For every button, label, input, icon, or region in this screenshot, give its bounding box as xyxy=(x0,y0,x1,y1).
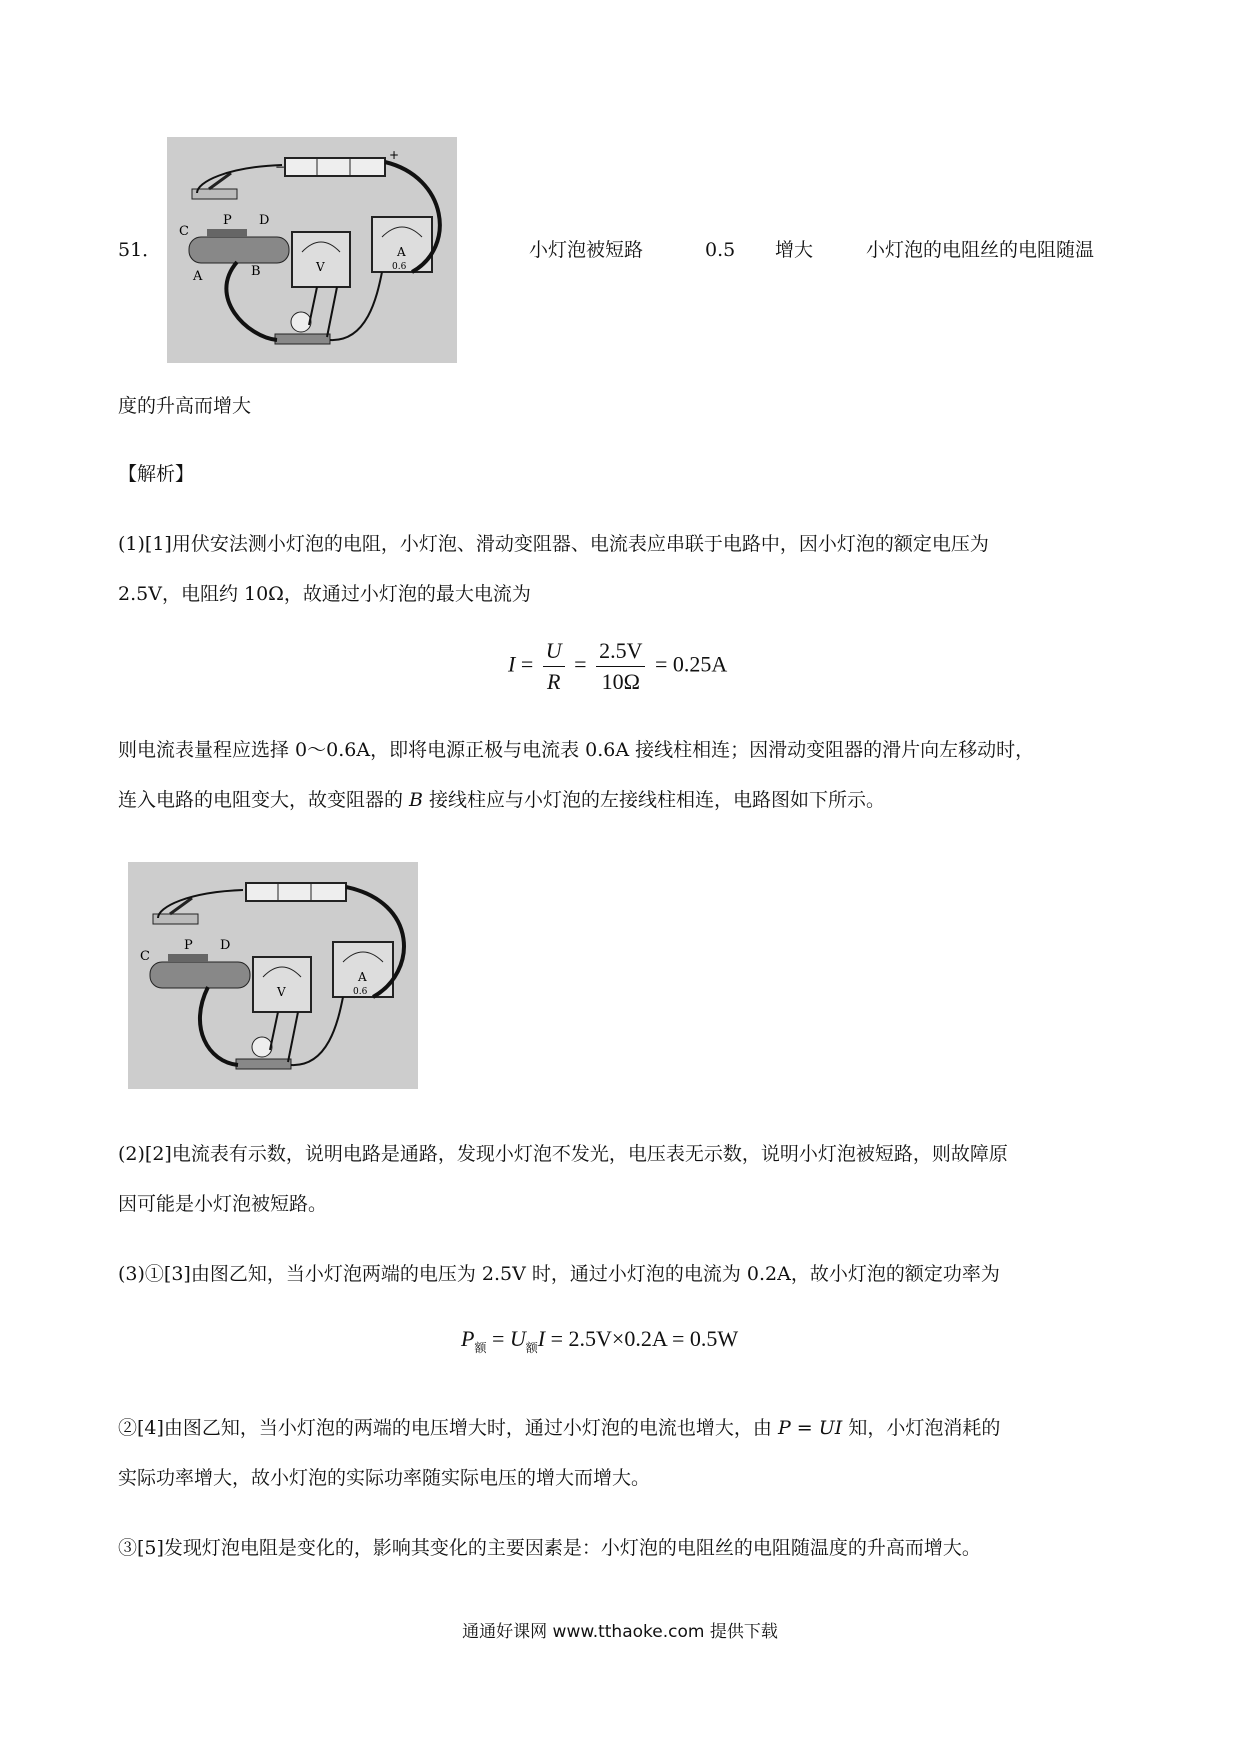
label-P: P xyxy=(223,213,232,228)
eq1-lhs: I xyxy=(508,651,516,677)
eq2-u: U xyxy=(509,1326,526,1351)
eq1-eq: = xyxy=(520,651,534,677)
label-C-2: C xyxy=(140,949,150,964)
eq2-rest: = 2.5V×0.2A = 0.5W xyxy=(545,1326,739,1351)
eq2-i: I xyxy=(537,1326,546,1351)
eq1-eq2: = xyxy=(574,651,587,677)
eq2-u-sub: 额 xyxy=(525,1341,538,1355)
circuit-photo-2 xyxy=(128,862,418,1089)
answer-continuation: 度的升高而增大 xyxy=(118,395,252,417)
eq1-f1-num: U xyxy=(543,638,565,667)
answer-4: 小灯泡的电阻丝的电阻随温 xyxy=(866,239,1095,261)
para3-line2: 因可能是小灯泡被短路。 xyxy=(118,1193,328,1215)
label-B: B xyxy=(251,264,261,279)
label-C: C xyxy=(179,224,189,239)
answer-2: 0.5 xyxy=(705,239,736,261)
para2-line2 xyxy=(118,786,885,814)
para1-line2: 2.5V，电阻约 10Ω，故通过小灯泡的最大电流为 xyxy=(118,583,531,605)
eq1-f2-num: 2.5V xyxy=(596,638,645,667)
label-P-2: P xyxy=(184,938,193,953)
eq1-f1-den: R xyxy=(546,669,561,694)
equation-current xyxy=(508,638,727,695)
analysis-heading: 【解析】 xyxy=(118,463,195,485)
para4-line1: (3)①[3]由图乙知，当小灯泡两端的电压为 2.5V 时，通过小灯泡的电流为 0.2A，故小灯泡的额定功率为 xyxy=(118,1263,1000,1285)
label-A: A xyxy=(193,269,203,284)
para2-line1: 则电流表量程应选择 0～0.6A，即将电源正极与电流表 0.6A 接线柱相连；因滑动变阻器的滑片向左移动时， xyxy=(118,739,1035,761)
eq2-p-sub: 额 xyxy=(474,1341,487,1355)
meter-v-label: V xyxy=(316,260,325,274)
eq2-eq: = xyxy=(491,1326,505,1351)
para6-line1: ③[5]发现灯泡电阻是变化的，影响其变化的主要因素是：小灯泡的电阻丝的电阻随温度的升高而增大。 xyxy=(118,1537,981,1559)
eq2-p: P xyxy=(461,1326,475,1351)
meter-a-label-2: A xyxy=(358,970,367,984)
minus-label: − xyxy=(275,160,286,174)
page-footer: 通通好课网 www.tthaoke.com 提供下载 xyxy=(462,1622,778,1642)
para5-c: 知，小灯泡消耗的 xyxy=(842,1417,1001,1439)
para2-line2-c: 接线柱应与小灯泡的左接线柱相连，电路图如下所示。 xyxy=(423,789,886,811)
circuit-image-answer xyxy=(128,862,418,1089)
para1-line1: (1)[1]用伏安法测小灯泡的电阻，小灯泡、滑动变阻器、电流表应串联于电路中，因小灯泡的额定电压为 xyxy=(118,533,989,555)
eq1-frac2 xyxy=(596,638,645,695)
terminal-b: B xyxy=(409,789,424,811)
circuit-photo-1 xyxy=(167,137,457,363)
meter-a-label: A xyxy=(397,245,406,259)
eq1-rhs: = 0.25A xyxy=(654,651,728,677)
para3-line1: (2)[2]电流表有示数，说明电路是通路，发现小灯泡不发光，电压表无示数，说明小灯泡被短路，则故障原 xyxy=(118,1143,1008,1165)
para2-line2-a: 连入电路的电阻变大，故变阻器的 xyxy=(118,789,410,811)
question-number: 51． xyxy=(118,239,162,261)
label-D: D xyxy=(259,213,270,228)
para5-a: ②[4]由图乙知，当小灯泡的两端的电压增大时，通过小灯泡的电流也增大，由 xyxy=(118,1417,778,1439)
power-formula: P = UI xyxy=(777,1417,843,1439)
answer-1: 小灯泡被短路 xyxy=(529,239,644,261)
plus-label: + xyxy=(389,148,400,162)
para5-line2: 实际功率增大，故小灯泡的实际功率随实际电压的增大而增大。 xyxy=(118,1467,651,1489)
answer-3: 增大 xyxy=(775,239,814,261)
circuit-image xyxy=(167,137,457,363)
eq1-f2-den: 10Ω xyxy=(601,669,640,694)
range-label-2: 0.6 xyxy=(353,987,368,997)
range-label: 0.6 xyxy=(392,262,407,272)
equation-power xyxy=(461,1326,739,1355)
meter-v-label-2: V xyxy=(277,985,286,999)
label-D-2: D xyxy=(220,938,231,953)
para5-line1 xyxy=(118,1414,1000,1442)
eq1-frac1 xyxy=(543,638,565,695)
